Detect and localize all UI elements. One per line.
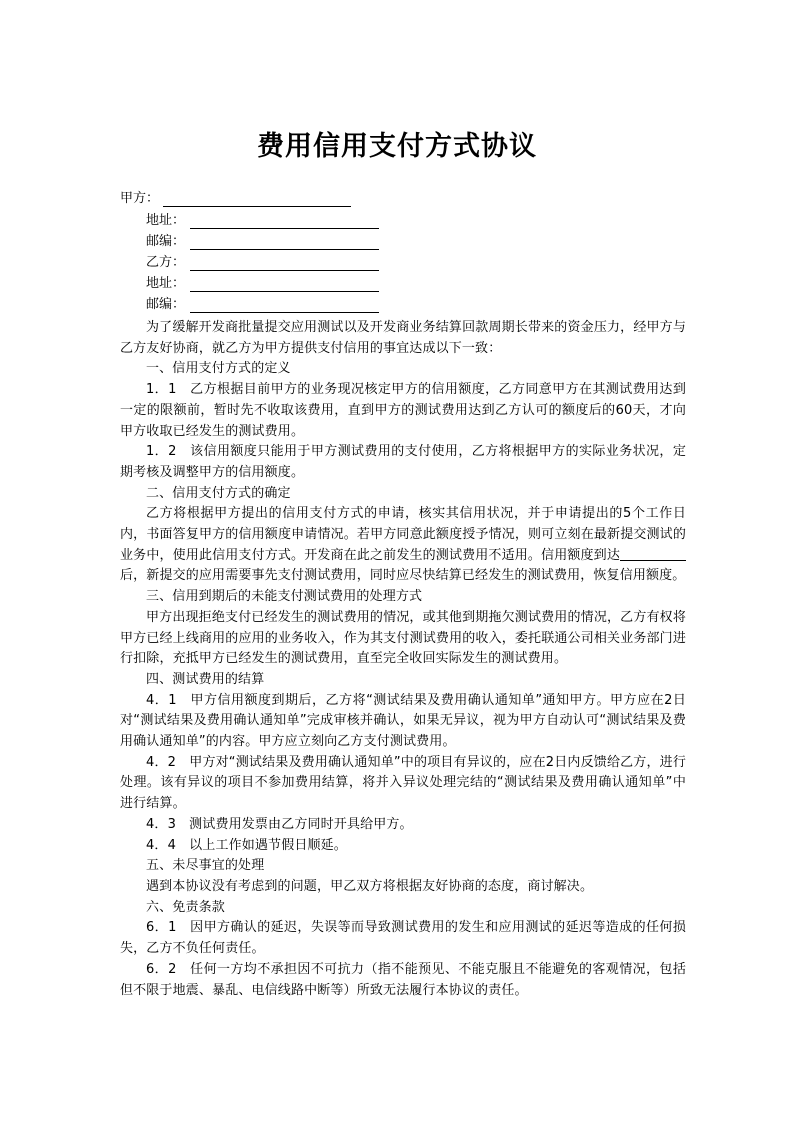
party-b-field [146,253,380,273]
address-b-blank-line [190,291,379,292]
clause-6-2: 6．2 任何一方均不承担因不可抗力（指不能预见、不能克服且不能避免的客观情况，包括但不限于地震、暴乱、电信线路中断等）所致无法履行本协议的责任。 [120,961,686,998]
section-6-heading: 六、免责条款 [146,899,225,915]
section-2-text-a: 乙方将根据甲方提出的信用支付方式的申请，核实其信用状况，并于申请提出的5个工作日内，书面答复甲方的信用额度申请情况。若甲方同意此额度授予情况，则可立刻在最新提交测试的业务中，使用此信用支付方式。开发商在此之前发生的测试费用不适用。信用额度到达 [120,506,686,563]
clause-4-2: 4．2 甲方对“测试结果及费用确认通知单”中的项目有异议的，应在2日内反馈给乙方，进行处理。该有异议的项目不参加费用结算，将并入异议处理完结的“测试结果及费用确认通知单”中进行结算。 [120,754,686,812]
document-title: 费用信用支付方式协议 [257,131,537,162]
agreement-body [120,318,686,1001]
postcode-a-label: 邮编： [146,234,186,249]
section-3-heading: 三、信用到期后的未能支付测试费用的处理方式 [146,589,423,605]
clause-1-2: 1．2 该信用额度只能用于甲方测试费用的支付使用，乙方将根据甲方的实际业务状况，定期考核及调整甲方的信用额度。 [120,444,686,480]
party-b-blank-line [190,270,379,271]
intro-paragraph: 为了缓解开发商批量提交应用测试以及开发商业务结算回款周期长带来的资金压力，经甲方与乙方友好协商，就乙方为甲方提供支付信用的事宜达成以下一致： [120,320,686,356]
party-a-blank-line [163,206,351,207]
postcode-b-field [146,295,380,315]
clause-4-3: 4．3 测试费用发票由乙方同时开具给甲方。 [146,816,413,832]
address-b-field [146,274,380,294]
address-a-field [146,211,380,231]
address-b-label: 地址： [146,276,186,291]
section-2-paragraph [120,504,686,587]
postcode-a-blank-line [190,249,379,250]
section-2-heading: 二、信用支付方式的确定 [146,485,291,501]
clause-6-1: 6．1 因甲方确认的延迟，失误等而导致测试费用的发生和应用测试的延迟等造成的任何损失，乙方不负任何责任。 [120,920,686,957]
party-a-field [120,189,352,209]
section-5-heading: 五、未尽事宜的处理 [146,858,265,874]
section-3-paragraph: 甲方出现拒绝支付已经发生的测试费用的情况，或其他到期拖欠测试费用的情况，乙方有权将甲方已经上线商用的应用的业务收入，作为其支付测试费用的收入，委托联通公司相关业务部门进行扣除，充抵甲方已经发生的测试费用，直至完全收回实际发生的测试费用。 [120,609,686,667]
postcode-a-field [146,232,380,252]
clause-4-4: 4．4 以上工作如遇节假日顺延。 [146,837,347,853]
credit-limit-blank [620,547,686,561]
section-4-heading: 四、测试费用的结算 [146,671,265,687]
section-5-paragraph: 遇到本协议没有考虑到的问题，甲乙双方将根据友好协商的态度，商讨解决。 [146,878,594,894]
postcode-b-blank-line [190,312,379,313]
section-1-heading: 一、信用支付方式的定义 [146,361,291,377]
address-a-label: 地址： [146,213,186,228]
address-a-blank-line [190,228,379,229]
clause-1-1: 1．1 乙方根据目前甲方的业务现况核定甲方的信用额度，乙方同意甲方在其测试费用达到一定的限额前，暂时先不收取该费用，直到甲方的测试费用达到乙方认可的额度后的60天，才向甲方收取已经发生的测试费用。 [120,382,686,439]
section-2-text-b: 后，新提交的应用需要事先支付测试费用，同时应尽快结算已经发生的测试费用，恢复信用额度。 [120,568,686,584]
party-a-label: 甲方： [120,191,160,206]
postcode-b-label: 邮编： [146,297,186,312]
party-b-label: 乙方： [146,255,186,270]
clause-4-1: 4．1 甲方信用额度到期后，乙方将“测试结果及费用确认通知单”通知甲方。甲方应在2日对“测试结果及费用确认通知单”完成审核并确认，如果无异议，视为甲方自动认可“测试结果及费用确认通知单”的内容。甲方应立刻向乙方支付测试费用。 [120,692,686,750]
